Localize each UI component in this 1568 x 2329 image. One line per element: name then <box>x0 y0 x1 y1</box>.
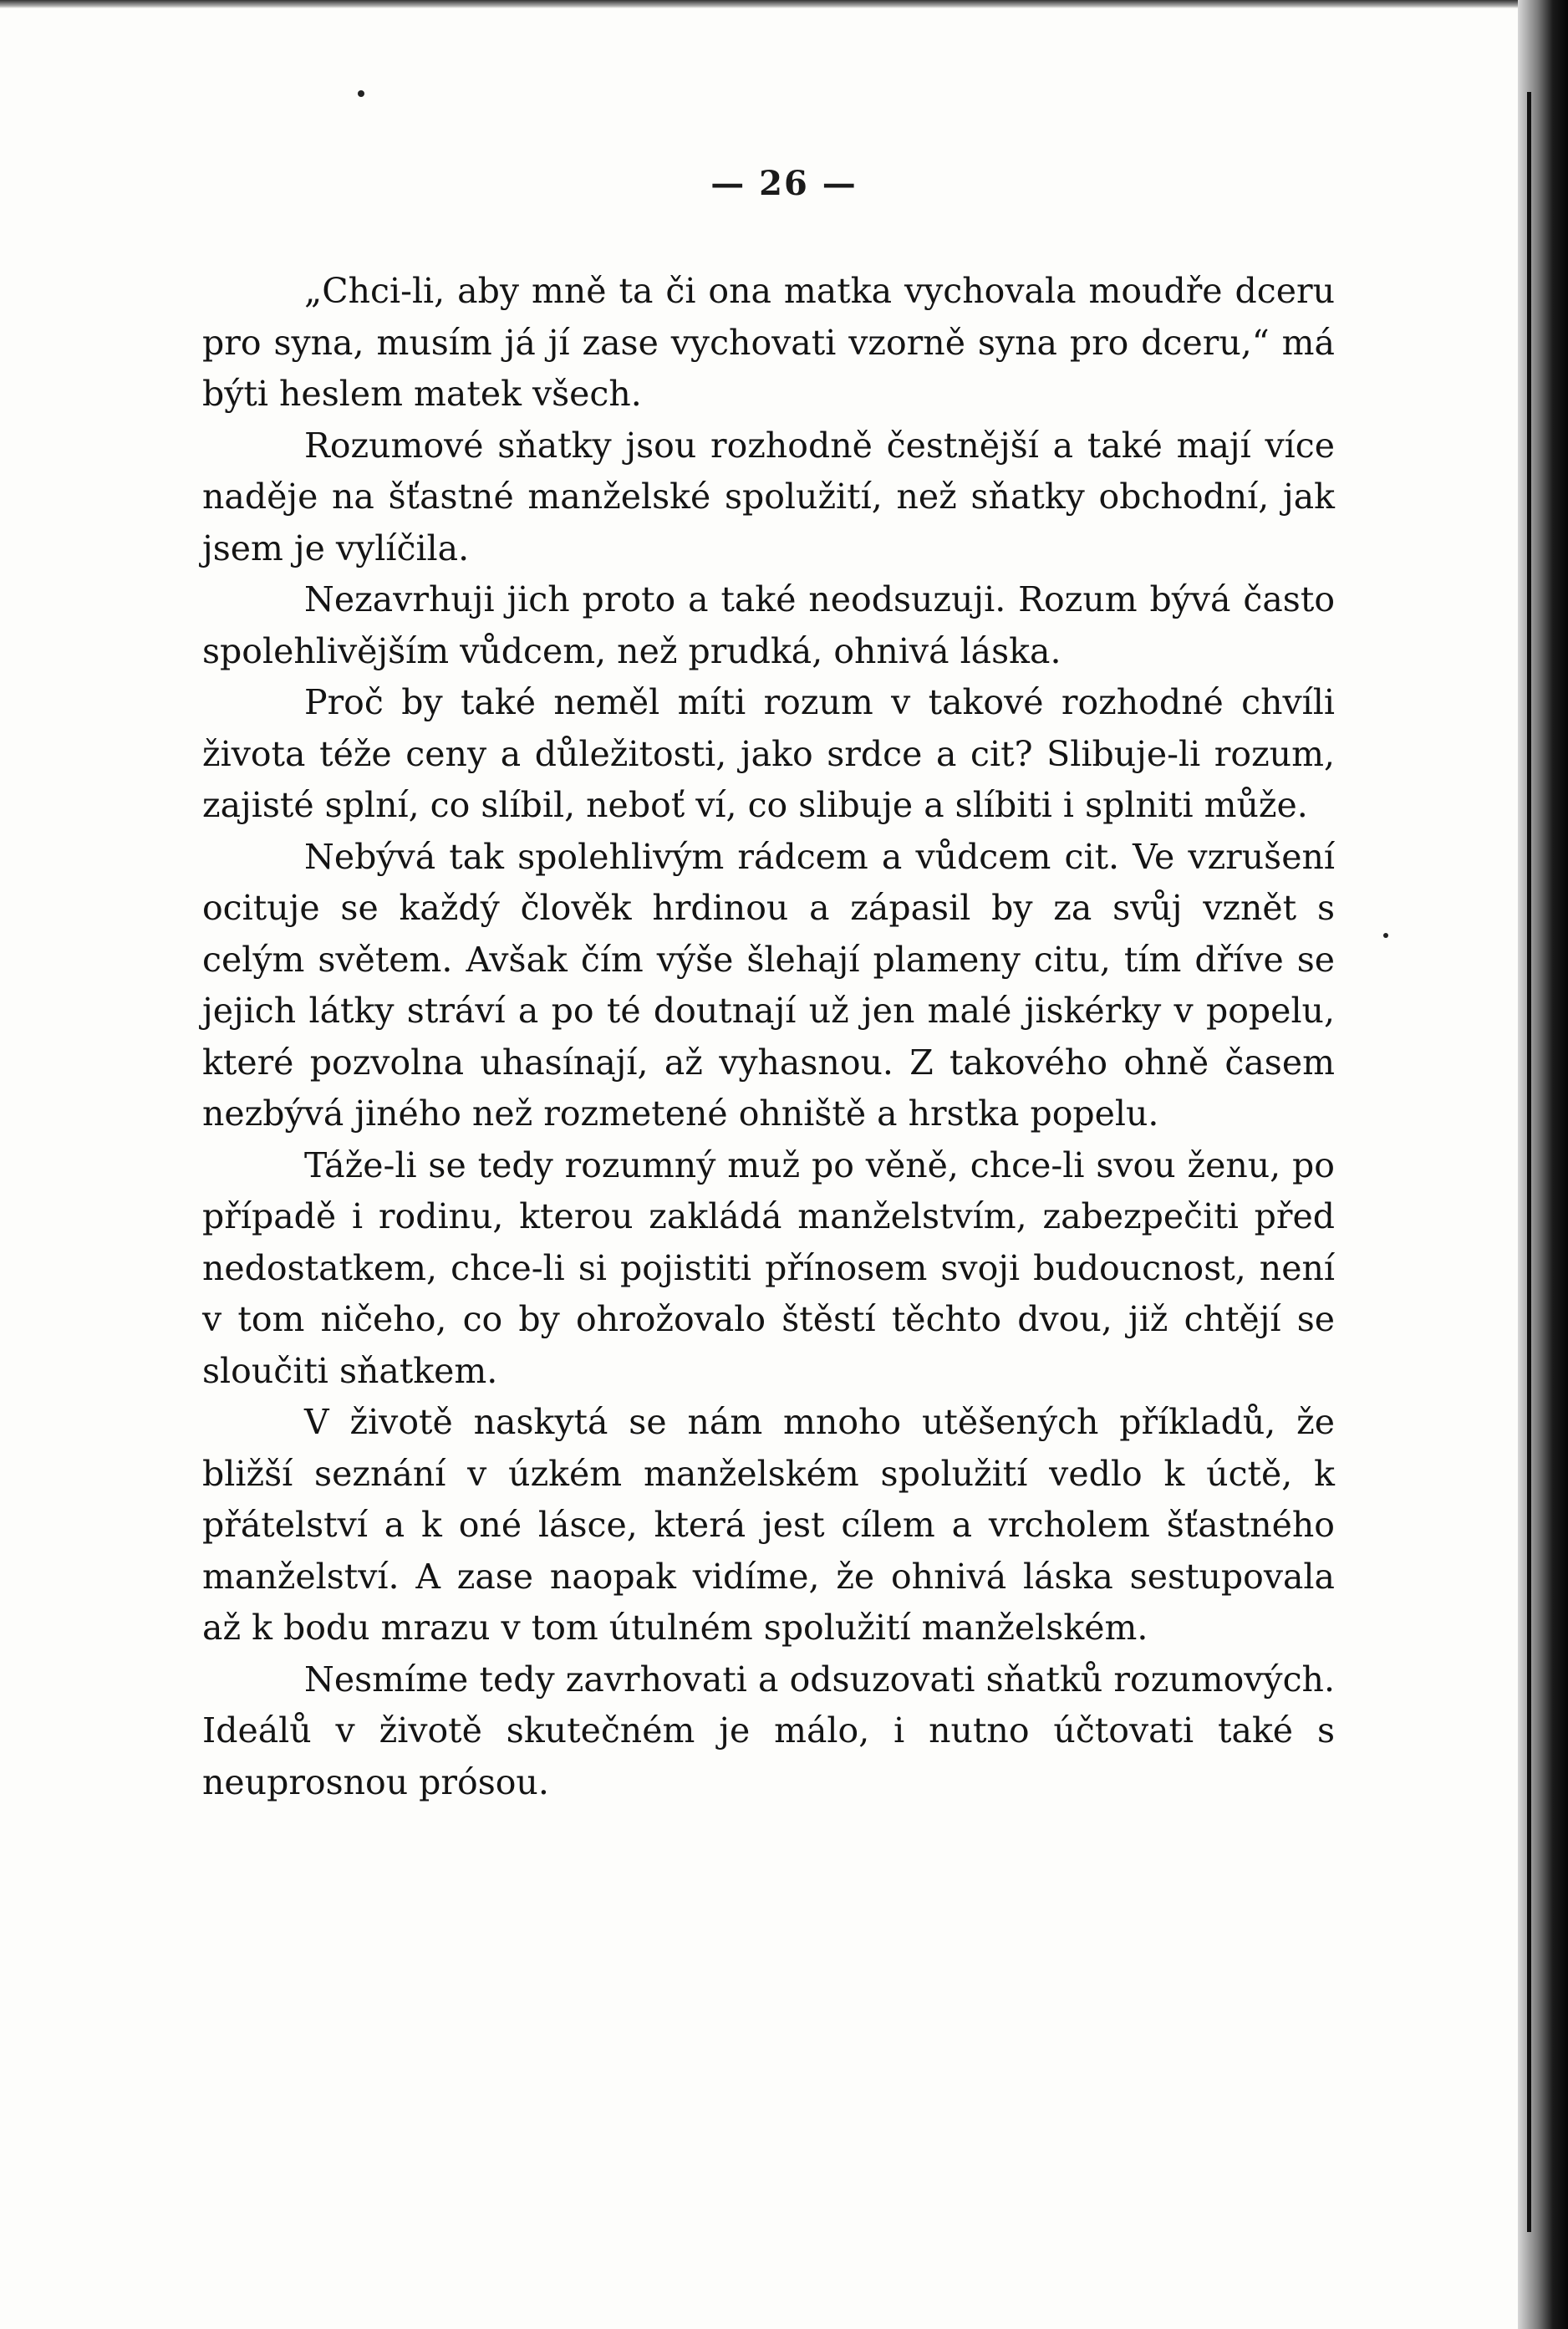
scan-top-edge <box>0 0 1568 8</box>
paragraph: Táže-li se tedy rozumný muž po věně, chce-li svou ženu, po případě i rodinu, kterou zakládá manželstvím, zabezpečiti před nedostatkem, chce-li si pojistiti přínosem svoji budoucnost, není v tom ničeho, co by ohrožovalo štěstí těchto dvou, již chtějí se sloučiti sňatkem. <box>202 1144 1335 1391</box>
ink-speck <box>358 90 364 97</box>
paragraph: Rozumové sňatky jsou rozhodně čestnější a také mají více naděje na šťastné manželské spolužití, než sňatky obchodní, jak jsem je vylíčila. <box>202 425 1335 568</box>
paragraph: „Chci-li, aby mně ta či ona matka vychovala moudře dceru pro syna, musím já jí zase vychovati vzorně syna pro dceru,“ má býti heslem matek všech. <box>202 271 1335 414</box>
page-binding-line <box>1527 92 1531 2232</box>
page-number: — 26 — <box>710 164 858 203</box>
paragraph: V životě naskytá se nám mnoho utěšených příkladů, že bližší seznání v úzkém manželském spolužití vedlo k úctě, k přátelství a k oné lásce, která jest cílem a vrcholem šťastného manželství. A zase naopak vidíme, že ohnivá láska sestupovala až k bodu mrazu v tom útulném spolužití manželském. <box>202 1402 1335 1648</box>
paragraph: Nebývá tak spolehlivým rádcem a vůdcem cit. Ve vzrušení ocituje se každý člověk hrdinou a zápasil by za svůj vznět s celým světem. Avšak čím výše šlehají plameny citu, tím dříve se jejich látky stráví a po té doutnají už jen malé jiskérky v popelu, které pozvolna uhasínají, až vyhasnou. Z takového ohně časem nezbývá jiného než rozmetené ohniště a hrstka popelu. <box>202 836 1335 1134</box>
scan-right-edge <box>1518 0 1568 2329</box>
paragraph: Proč by také neměl míti rozum v takové rozhodné chvíli života téže ceny a důležitosti, jako srdce a cit? Slibuje-li rozum, zajisté splní, co slíbil, neboť ví, co slibuje a slíbiti i splniti může. <box>202 682 1335 825</box>
body-text <box>202 266 1335 1808</box>
paragraph: Nesmíme tedy zavrhovati a odsuzovati sňatků rozumových. Ideálů v životě skutečném je málo, i nutno účtovati také s neuprosnou prósou. <box>202 1659 1335 1802</box>
paragraph: Nezavrhuji jich proto a také neodsuzuji. Rozum bývá často spolehlivějším vůdcem, než prudká, ohnivá láska. <box>202 579 1335 671</box>
ink-speck <box>1383 933 1388 938</box>
